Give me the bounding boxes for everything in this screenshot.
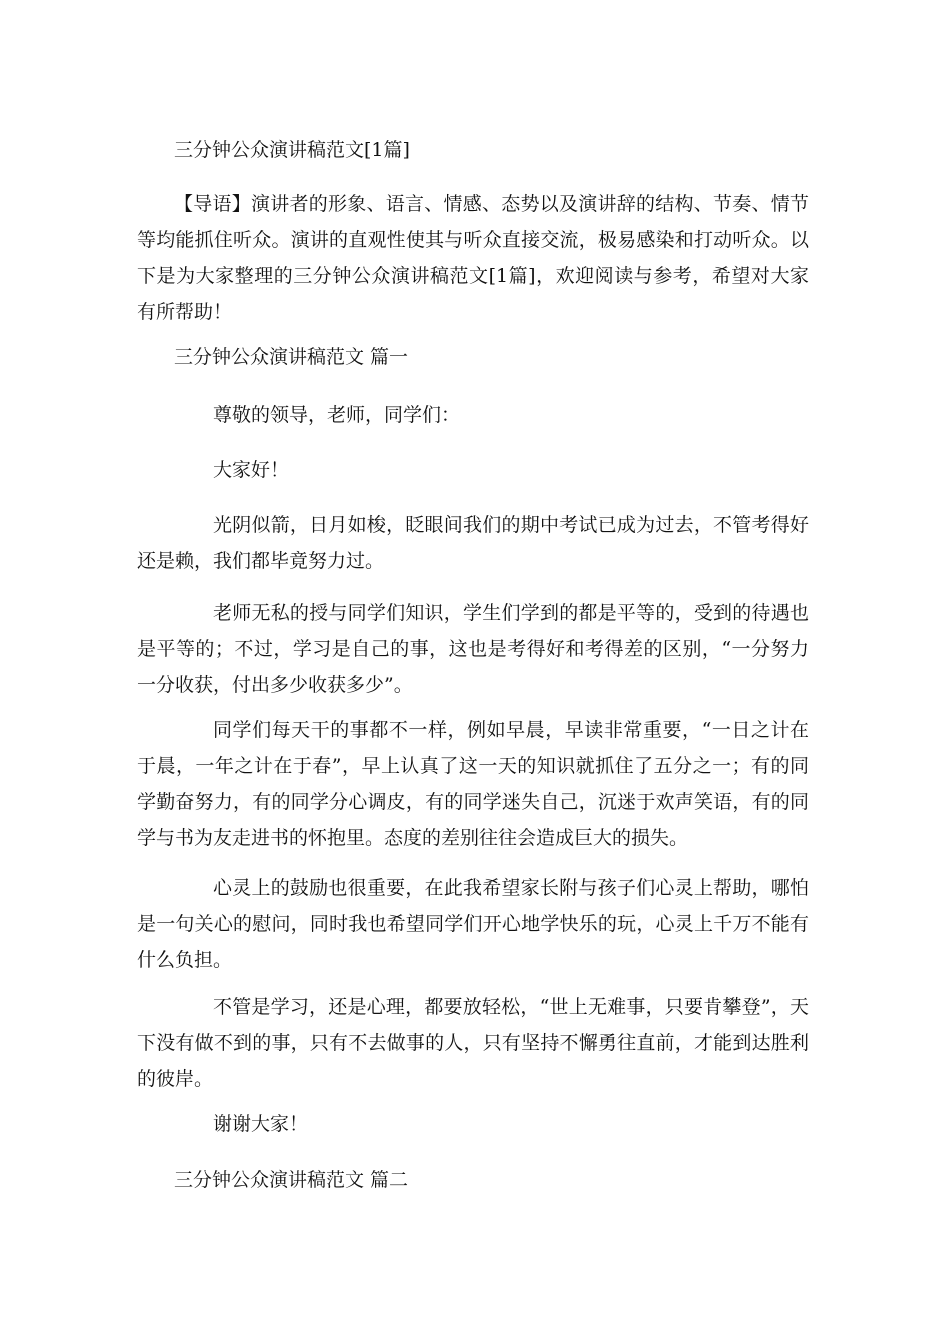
body-paragraph-5: 不管是学习，还是心理，都要放轻松，“世上无难事，只要肯攀登”，天下没有做不到的事，只有不去做事的人，只有坚持不懈勇往直前，才能到达胜利的彼岸。 [137,996,809,1090]
intro-paragraph: 【导语】演讲者的形象、语言、情感、态势以及演讲辞的结构、节奏、情节等均能抓住听众。演讲的直观性使其与听众直接交流，极易感染和打动听众。以下是为大家整理的三分钟公众演讲稿范文[1篇]，欢迎阅读与参考，希望对大家有所帮助！ [137,193,809,323]
body-paragraph-4: 心灵上的鼓励也很重要，在此我希望家长附与孩子们心灵上帮助，哪怕是一句关心的慰问，同时我也希望同学们开心地学快乐的玩，心灵上千万不能有什么负担。 [137,877,809,971]
body-paragraph-2: 老师无私的授与同学们知识，学生们学到的都是平等的，受到的待遇也是平等的；不过，学习是自己的事，这也是考得好和考得差的区别，“一分努力一分收获，付出多少收获多少”。 [137,602,809,696]
section-heading-2: 三分钟公众演讲稿范文 篇二 [174,1169,409,1191]
closing: 谢谢大家！ [213,1113,309,1135]
section-heading-1: 三分钟公众演讲稿范文 篇一 [174,346,409,368]
greeting: 大家好！ [213,459,290,481]
body-paragraph-3: 同学们每天干的事都不一样，例如早晨，早读非常重要，“一日之计在于晨，一年之计在于春”，早上认真了这一天的知识就抓住了五分之一；有的同学勤奋努力，有的同学分心调皮，有的同学迷失自己，沉迷于欢声笑语，有的同学与书为友走进书的怀抱里。态度的差别往往会造成巨大的损失。 [137,719,809,849]
salutation: 尊敬的领导，老师，同学们： [213,404,461,426]
body-paragraph-1: 光阴似箭，日月如梭，眨眼间我们的期中考试已成为过去，不管考得好还是赖，我们都毕竟努力过。 [137,514,809,572]
document-title: 三分钟公众演讲稿范文[1篇] [174,139,410,161]
